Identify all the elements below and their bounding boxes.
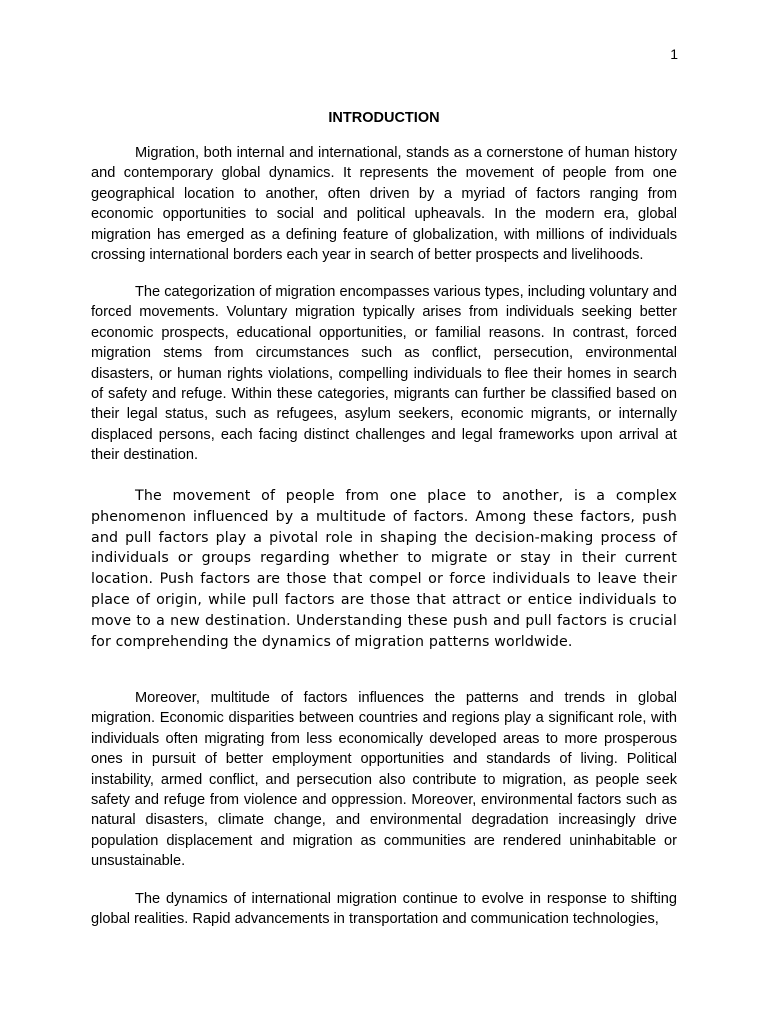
paragraph-2: The categorization of migration encompasses various types, including voluntary and forced movements. Voluntary migration typically arises from individuals seeking better economic prospects, educational opportunities, or familial reasons. In contrast, forced migration stems from circumstances such as conflict, persecution, environmental disasters, or human rights violations, compelling individuals to flee their homes in search of safety and refuge. Within these categories, migrants can further be classified based on their legal status, such as refugees, asylum seekers, economic migrants, or internally displaced persons, each facing distinct challenges and legal frameworks upon arrival at their destination. — [91, 284, 677, 464]
paragraph-3: The movement of people from one place to another, is a complex phenomenon influenced by a multitude of factors. Among these factors, push and pull factors play a pivotal role in shaping the decision-making process of individuals or groups regarding whether to migrate or stay in their current location. Push factors are those that compel or force individuals to leave their place of origin, while pull factors are those that attract or entice individuals to move to a new destination. Understanding these push and pull factors is crucial for comprehending the dynamics of migration patterns worldwide. — [91, 488, 677, 650]
section-heading: INTRODUCTION — [328, 110, 440, 126]
paragraph-1: Migration, both internal and international, stands as a cornerstone of human history and contemporary global dynamics. It represents the movement of people from one geographical location to another, often driven by a myriad of factors ranging from economic opportunities to social and political upheavals. In the modern era, global migration has emerged as a defining feature of globalization, with millions of individuals crossing international borders each year in search of better prospects and livelihoods. — [91, 145, 677, 264]
paragraph-4: Moreover, multitude of factors influences the patterns and trends in global migration. Economic disparities between countries and regions play a significant role, with individuals often migrating from less economically developed areas to more prosperous ones in pursuit of better employment opportunities and standards of living. Political instability, armed conflict, and persecution also contribute to migration, as people seek safety and refuge from violence and oppression. Moreover, environmental factors such as natural disasters, climate change, and environmental degradation increasingly drive population displacement and migration as communities are rendered uninhabitable or unsustainable. — [91, 690, 677, 870]
paragraph-5: The dynamics of international migration continue to evolve in response to shifting global realities. Rapid advancements in transportation and communication technologies, — [91, 891, 677, 928]
page-number: 1 — [670, 46, 678, 62]
